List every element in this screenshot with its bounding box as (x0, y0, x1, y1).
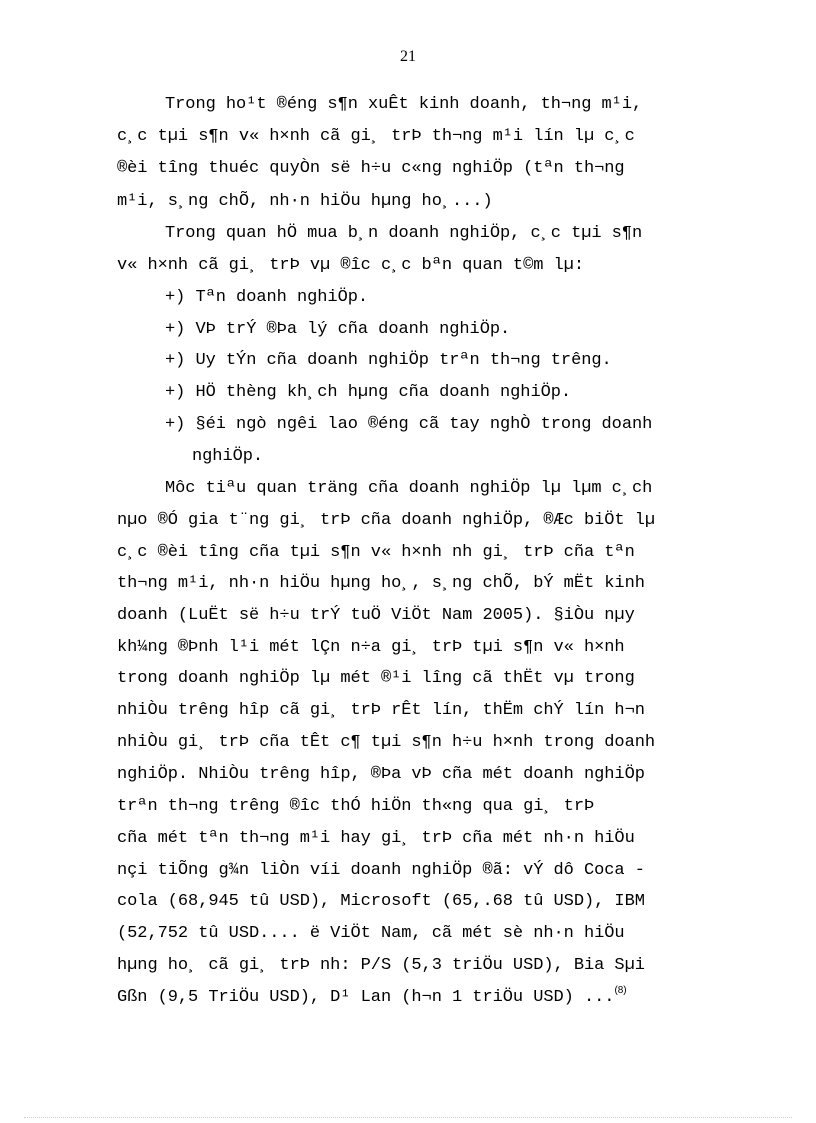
text-line: cña mét tªn th¬ng m¹i hay gi¸ trÞ cña mét nh·n hiÖu (117, 829, 635, 848)
text-line: Môc tiªu quan träng cña doanh nghiÖp lµ lµm c¸ch (165, 479, 653, 498)
text-line: nhiÒu trêng hîp cã gi¸ trÞ rÊt lín, thËm chÝ lín h¬n (117, 701, 645, 720)
text-line: m¹i, s¸ng chÕ, nh·n hiÖu hµng ho¸...) (117, 192, 493, 211)
text-line: kh¼ng ®Þnh l¹i mét lÇn n÷a gi¸ trÞ tµi s¶n v« h×nh (117, 638, 625, 657)
text-line: Trong ho¹t ®éng s¶n xuÊt kinh doanh, th¬ng m¹i, (165, 95, 643, 114)
list-item: +) §éi ngò ngêi lao ®éng cã tay nghÒ trong doanh (165, 415, 653, 434)
text-line: nhiÒu gi¸ trÞ cña tÊt c¶ tµi s¶n h÷u h×nh trong doanh (117, 733, 656, 752)
text-line: th¬ng m¹i, nh·n hiÖu hµng ho¸, s¸ng chÕ, bÝ mËt kinh (117, 574, 645, 593)
bottom-divider (24, 1117, 792, 1118)
page-number: 21 (400, 48, 416, 65)
list-item: +) Uy tÝn cña doanh nghiÖp trªn th¬ng trêng. (165, 351, 612, 370)
text-line: nçi tiÕng g¾n liÒn víi doanh nghiÖp ®ã: vÝ dô Coca - (117, 861, 645, 880)
footnote-reference[interactable]: (8) (614, 985, 627, 996)
list-item: +) HÖ thèng kh¸ch hµng cña doanh nghiÖp. (165, 383, 572, 402)
text-line: hµng ho¸ cã gi¸ trÞ nh: P/S (5,3 triÖu USD), Bia Sµi (117, 956, 645, 975)
text-line: c¸c ®èi tîng cña tµi s¶n v« h×nh nh gi¸ trÞ cña tªn (117, 543, 635, 562)
text-line: v« h×nh cã gi¸ trÞ vµ ®îc c¸c bªn quan t©m lµ: (117, 256, 584, 275)
list-item: +) Tªn doanh nghiÖp. (165, 288, 369, 307)
text-line: doanh (LuËt së h÷u trÝ tuÖ ViÖt Nam 2005). §iÒu nµy (117, 606, 635, 625)
text-line: nghiÖp. NhiÒu trêng hîp, ®Þa vÞ cña mét doanh nghiÖp (117, 765, 645, 784)
text-line: ®èi tîng thuéc quyÒn së h÷u c«ng nghiÖp (tªn th¬ng (117, 159, 625, 178)
text-line: nghiÖp. (192, 447, 264, 466)
text-line: trªn th¬ng trêng ®îc thÓ hiÖn th«ng qua gi¸ trÞ (117, 797, 595, 816)
text-line: Trong quan hÖ mua b¸n doanh nghiÖp, c¸c tµi s¶n (165, 224, 643, 243)
text-line-last (117, 985, 627, 1008)
text-line: trong doanh nghiÖp lµ mét ®¹i lîng cã thËt vµ trong (117, 669, 635, 688)
text-line: c¸c tµi s¶n v« h×nh cã gi¸ trÞ th¬ng m¹i lín lµ c¸c (117, 127, 635, 146)
text-line: (52,752 tû USD.... ë ViÖt Nam, cã mét sè nh·n hiÖu (117, 924, 625, 943)
text-line: nµo ®Ó gia t¨ng gi¸ trÞ cña doanh nghiÖp, ®Æc biÖt lµ (117, 511, 656, 530)
text-line: Gßn (9,5 TriÖu USD), D¹ Lan (h¬n 1 triÖu USD) ... (117, 988, 615, 1007)
text-line: cola (68,945 tû USD), Microsoft (65,.68 tû USD), IBM (117, 892, 645, 911)
list-item: +) VÞ trÝ ®Þa lý cña doanh nghiÖp. (165, 320, 511, 339)
